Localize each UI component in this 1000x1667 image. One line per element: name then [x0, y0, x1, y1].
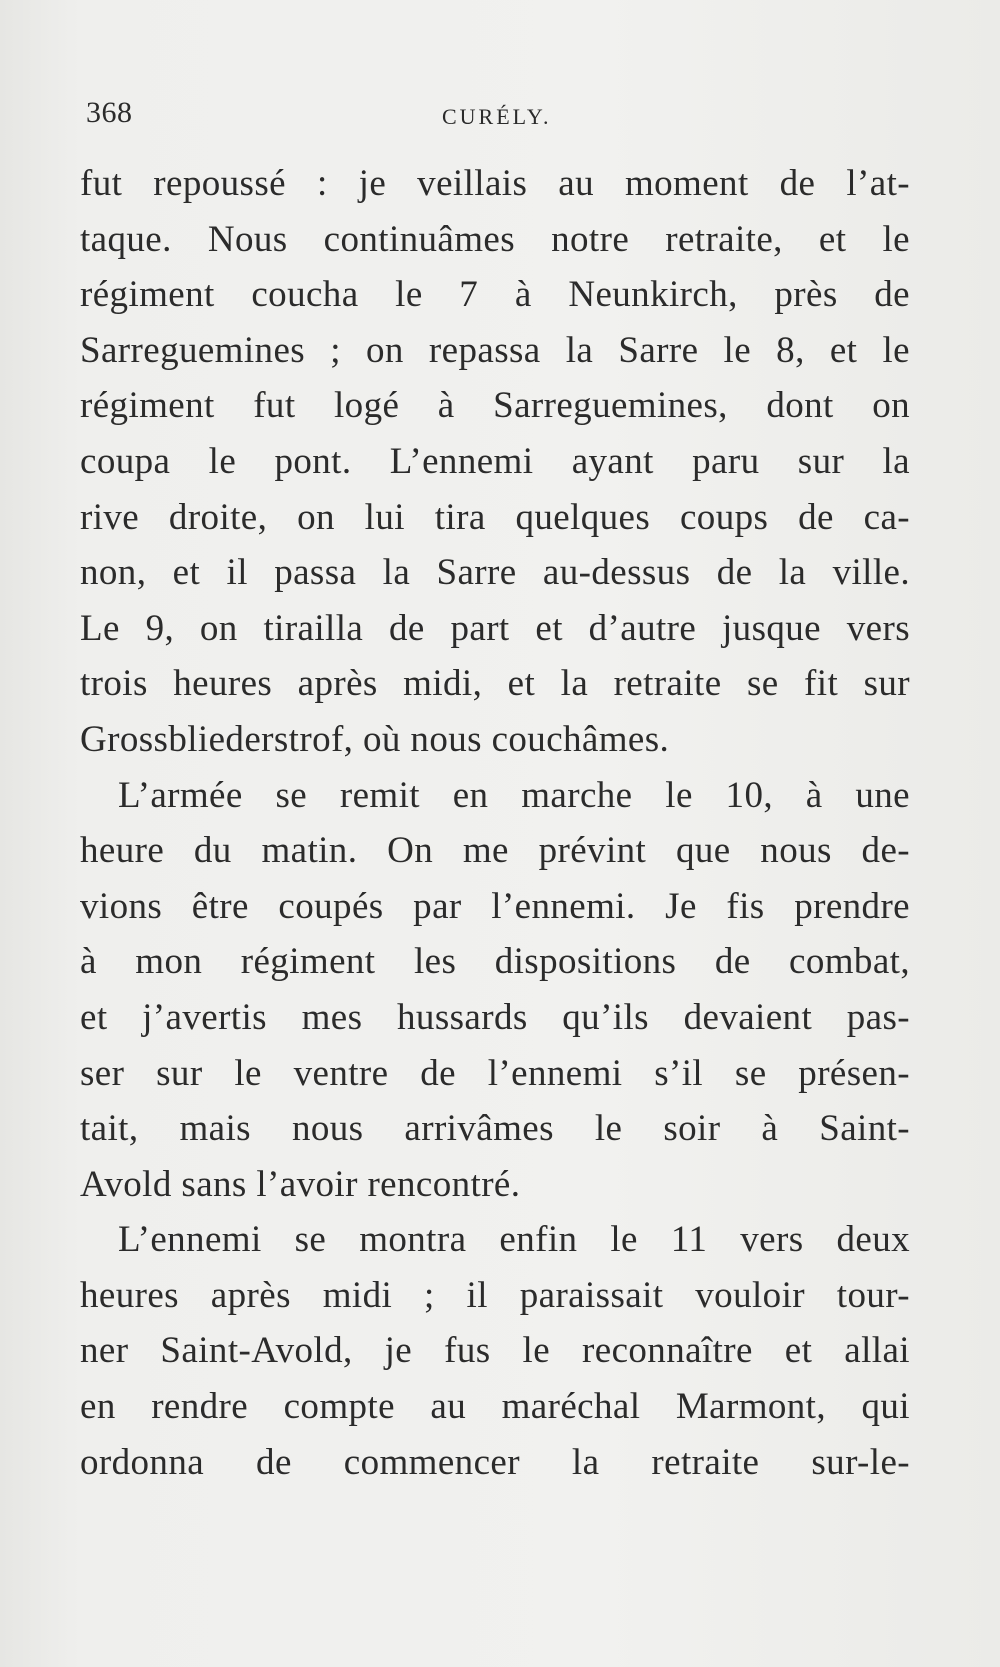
- text-line: fut repoussé : je veillais au moment de l’at-: [80, 163, 910, 204]
- text-line: vions être coupés par l’ennemi. Je fis prendre: [80, 885, 910, 927]
- text-line: en rendre compte au maréchal Marmont, qui: [80, 1386, 910, 1428]
- body-text: [80, 156, 910, 1490]
- running-title: CURÉLY.: [442, 104, 552, 129]
- text-line: L’ennemi se montra enfin le 11 vers deux: [118, 1219, 910, 1261]
- text-line: tait, mais nous arrivâmes le soir à Saint-: [80, 1108, 910, 1150]
- text-line: taque. Nous continuâmes notre retraite, et le: [80, 218, 910, 260]
- text-line: coupa le pont. L’ennemi ayant paru sur la: [80, 440, 910, 482]
- text-line: Sarreguemines ; on repassa la Sarre le 8, et le: [80, 329, 910, 371]
- text-line: à mon régiment les dispositions de combat,: [80, 941, 910, 983]
- text-line: L’armée se remit en marche le 10, à une: [118, 774, 910, 816]
- text-line: ner Saint-Avold, je fus le reconnaître et allai: [80, 1330, 910, 1372]
- text-line: et j’avertis mes hussards qu’ils devaient pas-: [80, 996, 910, 1038]
- text-line: Le 9, on tirailla de part et d’autre jusque vers: [80, 607, 910, 649]
- text-line: heure du matin. On me prévint que nous de-: [80, 830, 910, 872]
- text-line: non, et il passa la Sarre au-dessus de la ville.: [80, 552, 910, 594]
- running-head: [86, 96, 906, 136]
- text-line: ser sur le ventre de l’ennemi s’il se présen-: [80, 1052, 910, 1094]
- text-line: Grossbliederstrof, où nous couchâmes.: [80, 718, 670, 760]
- text-line: régiment fut logé à Sarreguemines, dont on: [80, 385, 910, 427]
- text-line: régiment coucha le 7 à Neunkirch, près de: [80, 274, 910, 316]
- text-line: ordonna de commencer la retraite sur-le-: [80, 1441, 910, 1483]
- text-line: trois heures après midi, et la retraite se fit sur: [80, 663, 910, 705]
- text-line: rive droite, on lui tira quelques coups de ca-: [80, 496, 910, 538]
- page-number: 368: [86, 96, 133, 129]
- text-line: heures après midi ; il paraissait vouloir tour-: [80, 1274, 910, 1316]
- text-line: Avold sans l’avoir rencontré.: [80, 1163, 521, 1205]
